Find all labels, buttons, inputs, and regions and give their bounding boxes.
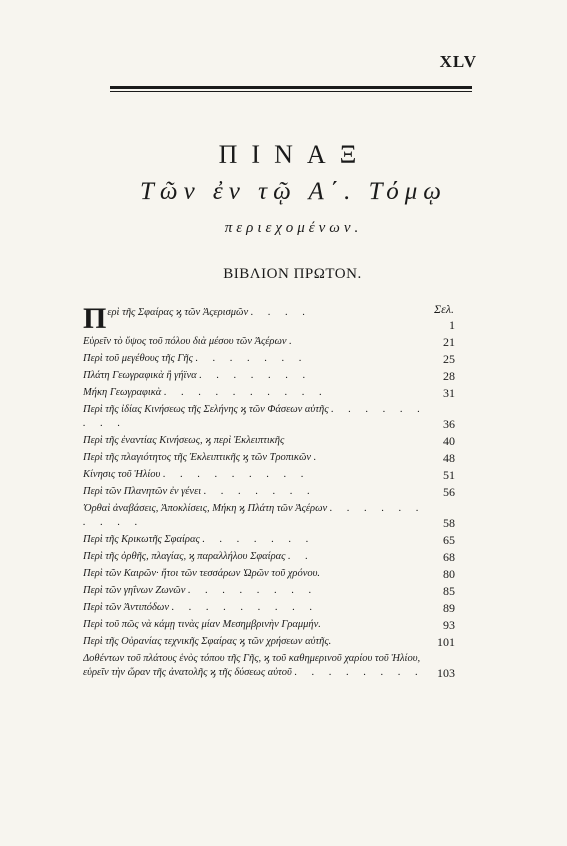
table-of-contents <box>83 300 455 683</box>
toc-leader-dots: . <box>289 336 298 347</box>
toc-leader-dots: . . . . . . . . . . <box>163 387 328 398</box>
page-number: XLV <box>439 52 477 71</box>
toc-entry <box>83 352 455 366</box>
toc-entry-title: Περὶ τῆς ὀρθῆς, πλαγίας, ϗ παραλλήλου Σφαίρας <box>83 551 289 562</box>
toc-entry-page: 51 <box>443 468 455 482</box>
toc-entry <box>83 601 455 615</box>
toc-entry <box>83 451 455 465</box>
toc-entry <box>83 533 455 547</box>
toc-entry-title: Κίνησις τοῦ Ἡλίου <box>83 469 163 480</box>
toc-entry-page: 48 <box>443 451 455 465</box>
toc-entry-title: Περὶ τῆς ἰδίας Κινήσεως τῆς Σελήνης ϗ τῶν Φάσεων αὐτῆς <box>83 404 332 415</box>
toc-entry-title: Περὶ τῶν Πλανητῶν ἐν γένει <box>83 486 204 497</box>
toc-entry-page: 36 <box>443 417 455 431</box>
index-subtitle: Τῶν ἐν τῷ Α΄. Τόμῳ <box>140 178 447 205</box>
toc-entry <box>83 335 455 349</box>
toc-leader-dots: . . . . . . . <box>199 370 312 381</box>
toc-entry <box>83 485 455 499</box>
toc-entry-page: 31 <box>443 386 455 400</box>
header-rule <box>110 86 472 89</box>
toc-entry-title: Περὶ τῆς Οὐρανίας τεχνικῆς Σφαίρας ϗ τῶν χρήσεων αὐτῆς. <box>83 636 332 647</box>
toc-leader-dots: . <box>313 452 323 463</box>
toc-entry-page: 1 <box>449 318 455 332</box>
toc-entry-title: Περὶ τῆς Κρικωτῆς Σφαίρας <box>83 534 203 545</box>
toc-entry <box>83 300 455 332</box>
toc-entry-page: 28 <box>443 369 455 383</box>
header-rule-thin <box>110 91 472 92</box>
toc-entry-page: 68 <box>443 550 455 564</box>
toc-entry <box>83 403 455 431</box>
toc-entry-page: 101 <box>437 635 455 649</box>
toc-entry <box>83 434 455 448</box>
toc-entry-page: 85 <box>443 584 455 598</box>
page-column-label: Σελ. <box>434 302 455 316</box>
book-title: ΒΙΒΛΙΟΝ ΠΡΩΤΟΝ. <box>223 266 362 282</box>
toc-entry-title: Περὶ τῶν Ἀντιπόδων <box>83 602 172 613</box>
index-subtitle-2: περιεχομένων. <box>224 220 363 236</box>
toc-entry <box>83 468 455 482</box>
toc-entry-title: ερὶ τῆς Σφαίρας ϗ τῶν Ἀςερισμῶν <box>107 307 251 318</box>
toc-entry-title: Μήκη Γεωγραφικὰ <box>83 387 164 398</box>
toc-entry-title: Ὀρθαὶ ἀναβάσεις, Ἀποκλίσεις, Μήκη ϗ Πλάτη τῶν Ἀςέρων <box>83 503 330 514</box>
toc-entry-page: 56 <box>443 485 455 499</box>
index-title: ΠΙΝΑΞ <box>218 140 371 169</box>
toc-entry-title: Περὶ τῶν γηΐνων Ζωνῶν <box>83 585 188 596</box>
toc-entry-title: Περὶ τῶν Καιρῶν· ἤτοι τῶν τεσσάρων Ὡρῶν τοῦ χρόνου. <box>83 568 321 579</box>
toc-entry <box>83 584 455 598</box>
toc-leader-dots: . . . . . . . . . <box>171 602 319 613</box>
drop-cap: Π <box>83 302 107 332</box>
toc-entry-title: Περὶ τοῦ πῶς νὰ κάμῃ τινὰς μίαν Μεσημβρινὴν Γραμμήν. <box>83 619 321 630</box>
toc-entry-page: 80 <box>443 567 455 581</box>
toc-leader-dots: . . . . . . . <box>195 353 308 364</box>
toc-leader-dots: . . . . . . . <box>203 486 316 497</box>
toc-entry-title: Εὑρεῖν τὸ ὕψος τοῦ πόλου διὰ μέσου τῶν Ἀςέρων <box>83 336 290 347</box>
toc-entry-page: 93 <box>443 618 455 632</box>
toc-entry-page: 25 <box>443 352 455 366</box>
toc-entry-title: Δοθέντων τοῦ πλάτους ἑνὸς τόπου τῆς Γῆς, ϗ τοῦ καθημερινοῦ χαρίου τοῦ Ἡλίου, εὑρεῖν τὴν ὥραν τῆς ἀνατολῆς ϗ τῆς δύσεως αὐτοῦ <box>83 653 421 678</box>
toc-leader-dots: . . . . . . . . <box>188 585 318 596</box>
toc-leader-dots: . . <box>288 551 314 562</box>
toc-leader-dots: . . . . . . . <box>202 534 315 545</box>
toc-entry <box>83 652 455 680</box>
toc-leader-dots: . . . . . . . . <box>294 667 424 678</box>
toc-leader-dots: . . . . . . . . . <box>163 469 310 480</box>
toc-entry-page: 65 <box>443 533 455 547</box>
toc-entry-title: Περὶ τῆς ἐναντίας Κινήσεως, ϗ περὶ Ἐκλειπτικῆς <box>83 435 285 446</box>
toc-entry <box>83 635 455 649</box>
toc-entry <box>83 618 455 632</box>
toc-entry-page: 89 <box>443 601 455 615</box>
toc-entry-page: 103 <box>437 666 455 680</box>
toc-entry <box>83 369 455 383</box>
toc-entry-page: 58 <box>443 516 455 530</box>
toc-leader-dots: . . . . . . . . . <box>83 404 426 429</box>
toc-leader-dots: . . . . . . . . . . <box>83 503 425 528</box>
toc-entry-page: 40 <box>443 434 455 448</box>
toc-entry <box>83 550 455 564</box>
toc-entry-page: 21 <box>443 335 455 349</box>
toc-entry-title: Περὶ τῆς πλαγιότητος τῆς Ἐκλειπτικῆς ϗ τῶν Τροπικῶν <box>83 452 314 463</box>
toc-entry <box>83 386 455 400</box>
toc-entry <box>83 502 455 530</box>
toc-leader-dots: . . . . <box>250 307 312 318</box>
toc-entry-title: Πλάτη Γεωγραφικὰ ἢ γήϊνα <box>83 370 200 381</box>
toc-entry-title: Περὶ τοῦ μεγέθους τῆς Γῆς <box>83 353 196 364</box>
toc-entry <box>83 567 455 581</box>
